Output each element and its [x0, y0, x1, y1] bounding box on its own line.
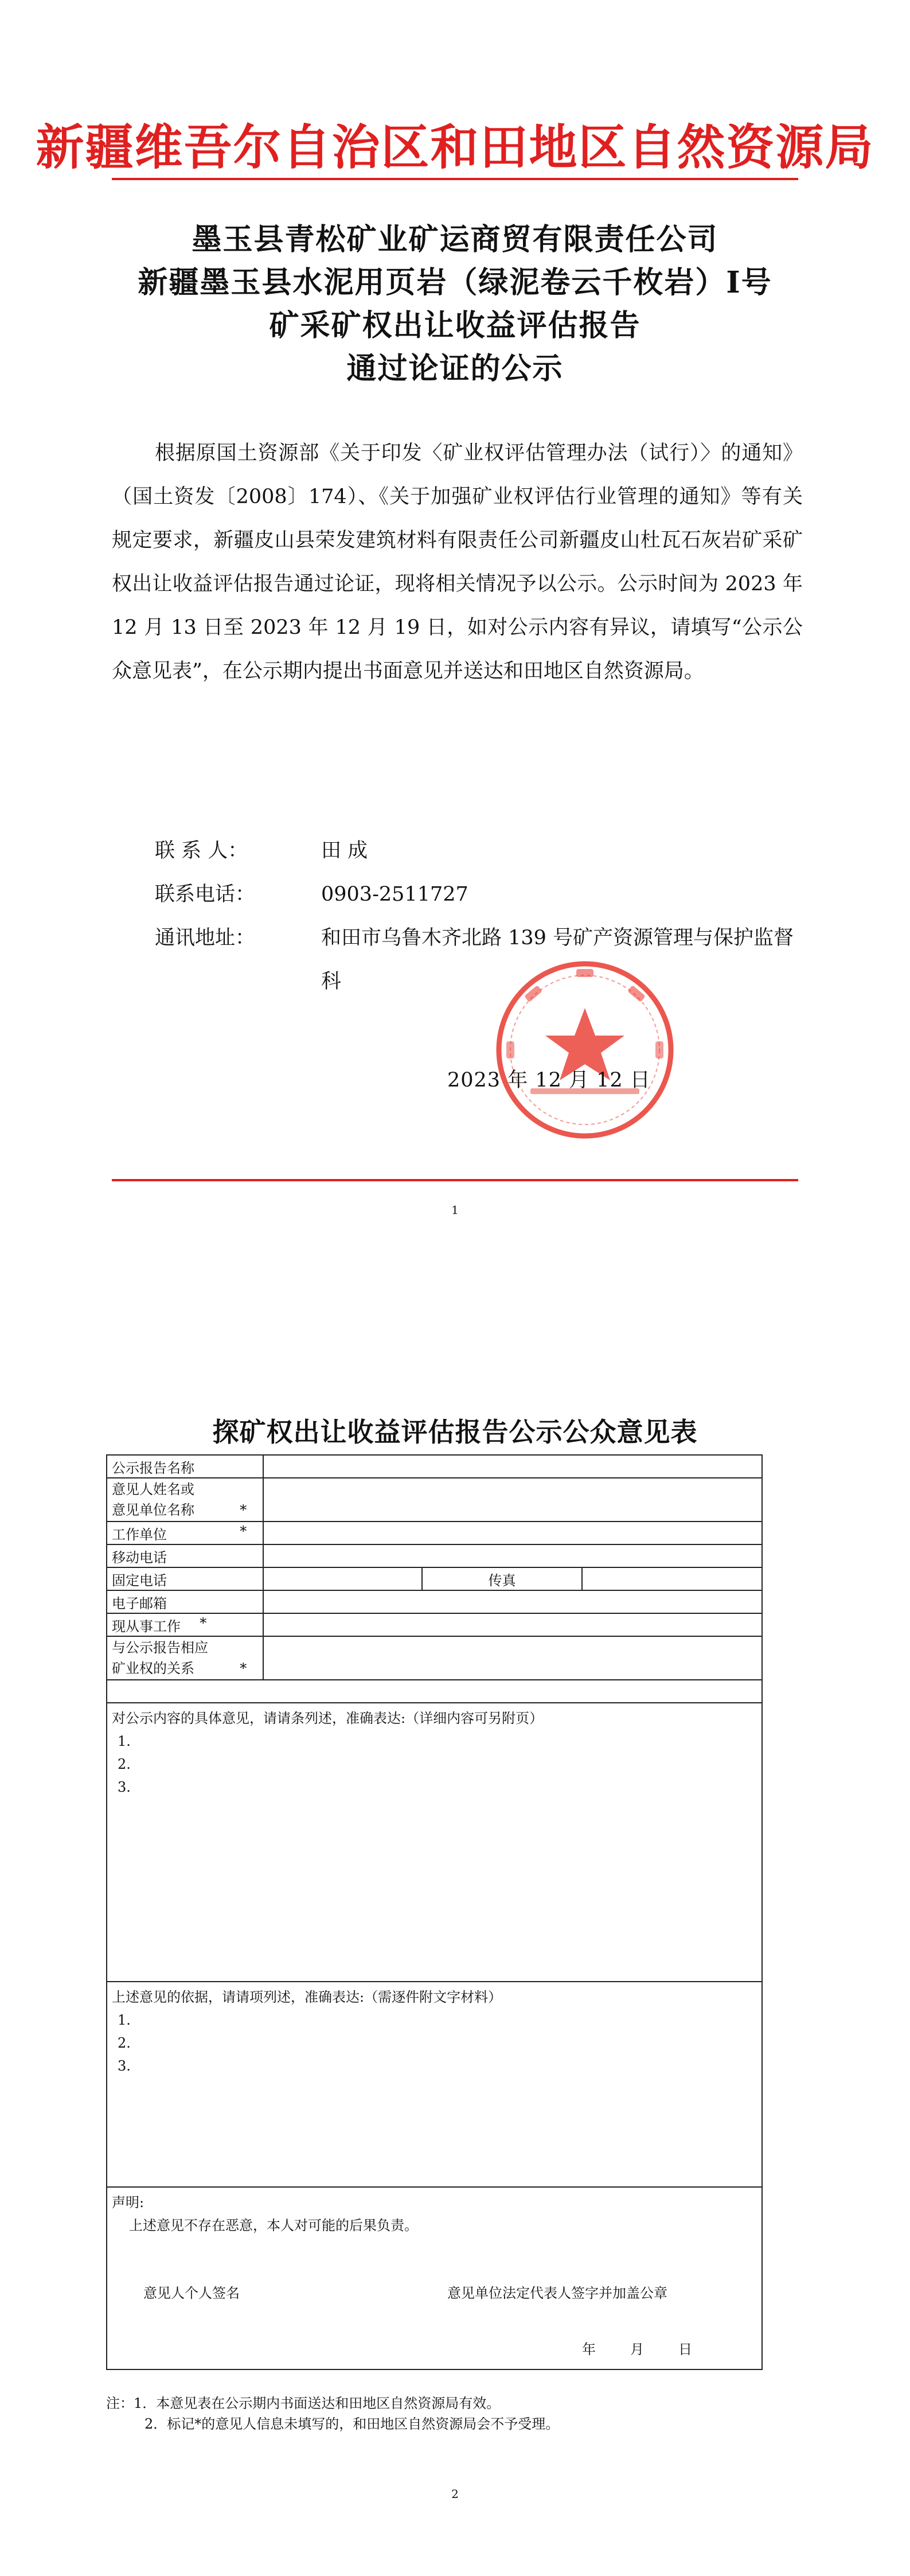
spacer-cell: [107, 1680, 762, 1703]
fax-field[interactable]: [582, 1567, 762, 1590]
contact-phone-value: 0903-2511727: [321, 883, 468, 906]
opinion-person-label-line2: [112, 1500, 258, 1520]
relation-label: [107, 1636, 263, 1680]
form-page: [0, 1288, 910, 2576]
relation-label-line2: 矿业权的关系: [112, 1660, 194, 1676]
declaration-cell: [107, 2187, 762, 2369]
declaration-date: [582, 2338, 692, 2361]
mobile-field[interactable]: [263, 1544, 762, 1567]
date-day-label: 日: [678, 2341, 692, 2357]
agency-header: 新疆维吾尔自治区和田地区自然资源局: [36, 119, 874, 176]
header-red-rule: [112, 178, 798, 180]
contact-block: [155, 829, 803, 1003]
contact-address-label: 通讯地址：: [155, 927, 256, 950]
basis-item-2: 2.: [118, 2035, 131, 2051]
form-row-landline: [107, 1567, 762, 1590]
occupation-label-wrap: [112, 1615, 258, 1635]
work-unit-label: [107, 1522, 263, 1544]
page-number: 1: [451, 1203, 459, 1217]
form-row-spacer: [107, 1680, 762, 1703]
contact-phone-label: 联系电话：: [155, 883, 256, 906]
declaration-inner: [112, 2191, 757, 2369]
notice-title-line-2: 新疆墨玉县水泥用页岩（绿泥卷云千枚岩）Ⅰ号: [138, 265, 772, 300]
email-field[interactable]: [263, 1590, 762, 1613]
form-title: 探矿权出让收益评估报告公示公众意见表: [212, 1417, 698, 1447]
form-note-1: 注：1．本意见表在公示期内书面送达和田地区自然资源局有效。: [106, 2395, 501, 2411]
opinions-item-2: 2.: [118, 1756, 131, 1772]
landline-field[interactable]: [263, 1567, 421, 1590]
contact-person-label: 联 系 人：: [155, 839, 248, 862]
work-unit-label-text: 工作单位: [112, 1526, 167, 1543]
form-row-declaration: [107, 2187, 762, 2369]
required-mark: *: [240, 1502, 247, 1518]
unit-signature-label: 意见单位法定代表人签字并加盖公章: [447, 2285, 667, 2301]
opinion-form-table: [106, 1454, 763, 2370]
basis-prompt: 上述意见的依据，请请项列述，准确表达:（需逐件附文字材料）: [112, 1989, 502, 2005]
required-mark: *: [240, 1660, 247, 1676]
notice-title-line-3: 矿采矿权出让收益评估报告: [269, 308, 641, 343]
work-unit-label-wrap: [112, 1523, 258, 1543]
form-row-mobile: [107, 1544, 762, 1567]
date-year-label: 年: [582, 2341, 596, 2357]
contact-phone-row: [155, 873, 803, 916]
occupation-field[interactable]: [263, 1613, 762, 1636]
notice-title-line-4: 通过论证的公示: [346, 351, 564, 386]
declaration-text: 上述意见不存在恶意，本人对可能的后果负责。: [129, 2217, 418, 2233]
form-row-occupation: [107, 1613, 762, 1636]
notice-body: 根据原国土资源部《关于印发〈矿业权评估管理办法（试行）〉的通知》（国土资发〔2008〕174）、《关于加强矿业权评估行业管理的通知》等有关规定要求，新疆皮山县荣发建筑材料有限责任公司新疆皮山杜瓦石灰岩矿采矿权出让收益评估报告通过论证，现将相关情况予以公示。公示时间为 2023 年 12 月 13 日至 2023 年 12 月 19 日，如对公示内容有异议，请填写“公示公众意见表”，在公示期内提出书面意见并送达和田地区自然资源局。: [112, 442, 803, 683]
page-number: 2: [451, 2487, 459, 2501]
form-row-report-name: [107, 1455, 762, 1478]
opinions-prompt: 对公示内容的具体意见，请请条列述，准确表达:（详细内容可另附页）: [112, 1710, 544, 1726]
basis-field[interactable]: [107, 1982, 762, 2187]
fax-label: 传真: [422, 1567, 583, 1590]
official-seal-stamp: [490, 955, 679, 1145]
form-row-relation: [107, 1636, 762, 1680]
notice-title-line-1: 墨玉县青松矿业矿运商贸有限责任公司: [192, 222, 718, 257]
basis-item-3: 3.: [118, 2058, 131, 2074]
opinions-field[interactable]: [107, 1703, 762, 1982]
mobile-label: 移动电话: [107, 1544, 263, 1567]
opinions-item-1: 1.: [118, 1733, 131, 1749]
form-note-2: 2．标记*的意见人信息未填写的，和田地区自然资源局会不予受理。: [144, 2416, 560, 2432]
relation-label-line2-wrap: [112, 1658, 258, 1679]
notice-date: 2023 年 12 月 12 日: [447, 1069, 651, 1092]
date-month-label: 月: [630, 2341, 644, 2357]
contact-address-value: 和田市乌鲁木齐北路 139 号矿产资源管理与保护监督科: [321, 927, 794, 993]
form-row-work-unit: [107, 1522, 762, 1544]
occupation-label-text: 现从事工作: [112, 1618, 181, 1635]
required-mark: *: [200, 1614, 207, 1631]
relation-label-line1: 与公示报告相应: [112, 1640, 208, 1656]
opinion-person-field[interactable]: [263, 1478, 762, 1522]
required-mark: *: [240, 1523, 247, 1539]
declaration-heading: 声明:: [112, 2194, 144, 2211]
form-row-opinion-person: [107, 1478, 762, 1522]
opinions-item-3: 3.: [118, 1779, 131, 1795]
landline-label: 固定电话: [107, 1567, 263, 1590]
report-name-field[interactable]: [263, 1455, 762, 1478]
email-label: 电子邮箱: [107, 1590, 263, 1613]
footer-red-rule: [112, 1179, 798, 1181]
occupation-label: [107, 1613, 263, 1636]
form-row-email: [107, 1590, 762, 1613]
opinion-unit-label: 意见单位名称: [112, 1502, 194, 1518]
personal-signature-label: 意见人个人签名: [143, 2285, 240, 2301]
form-row-basis: [107, 1982, 762, 2187]
opinion-person-label-line1: 意见人姓名或: [112, 1481, 194, 1497]
contact-person-row: [155, 829, 803, 873]
contact-address-row: [155, 916, 803, 1003]
opinion-person-label: [107, 1478, 263, 1522]
basis-item-1: 1.: [118, 2012, 131, 2028]
contact-person-value: 田 成: [321, 839, 368, 862]
relation-field[interactable]: [263, 1636, 762, 1680]
work-unit-field[interactable]: [263, 1522, 762, 1544]
form-row-opinions: [107, 1703, 762, 1982]
report-name-label: 公示报告名称: [107, 1455, 263, 1478]
